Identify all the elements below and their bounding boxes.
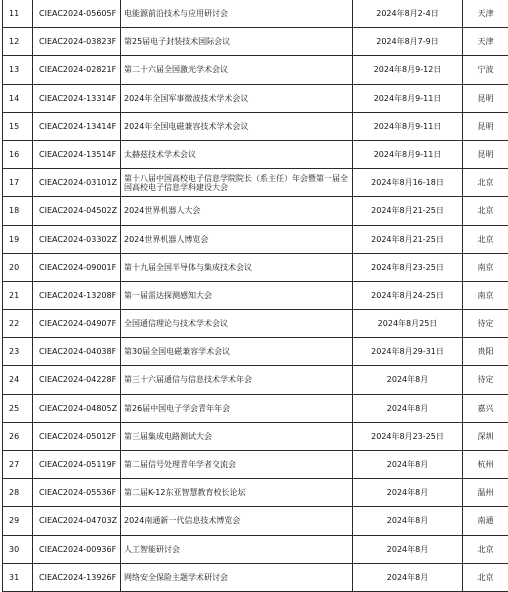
row-number: 27 xyxy=(3,451,33,479)
conference-name: 第二届K-12东亚智慧教育校长论坛 xyxy=(121,479,353,507)
row-number: 30 xyxy=(3,535,33,563)
conference-name: 第十九届全国半导体与集成技术会议 xyxy=(121,253,353,281)
conference-name: 第26届中国电子学会青年年会 xyxy=(121,394,353,422)
table-row xyxy=(3,451,508,479)
conference-code: CIEAC2024-02821F xyxy=(33,56,121,84)
conference-city: 杭州 xyxy=(463,451,508,479)
row-number: 16 xyxy=(3,140,33,168)
row-number: 17 xyxy=(3,169,33,197)
conference-name: 第30届全国电磁兼容学术会议 xyxy=(121,338,353,366)
conference-city: 待定 xyxy=(463,310,508,338)
row-number: 28 xyxy=(3,479,33,507)
conference-code: CIEAC2024-03823F xyxy=(33,28,121,56)
conference-code: CIEAC2024-13514F xyxy=(33,140,121,168)
conference-date: 2024年8月 xyxy=(353,366,463,394)
conference-date: 2024年8月29-31日 xyxy=(353,338,463,366)
conference-name: 第三届集成电路测试大会 xyxy=(121,422,353,450)
row-number: 11 xyxy=(3,0,33,28)
row-number: 20 xyxy=(3,253,33,281)
conference-name: 太赫兹技术学术会议 xyxy=(121,140,353,168)
row-number: 15 xyxy=(3,112,33,140)
conference-city: 待定 xyxy=(463,366,508,394)
table-row xyxy=(3,56,508,84)
conference-city: 天津 xyxy=(463,0,508,28)
table-row xyxy=(3,338,508,366)
conference-date: 2024年8月 xyxy=(353,451,463,479)
conference-date: 2024年8月9-11日 xyxy=(353,84,463,112)
conference-name: 第二届信号处理青年学者交流会 xyxy=(121,451,353,479)
conference-code: CIEAC2024-04703Z xyxy=(33,507,121,535)
conference-city: 南通 xyxy=(463,507,508,535)
row-number: 23 xyxy=(3,338,33,366)
conference-name: 第十八届中国高校电子信息学院院长（系主任）年会暨第一届全国高校电子信息学科建设大会 xyxy=(121,169,353,197)
conference-code: CIEAC2024-04502Z xyxy=(33,197,121,225)
table-row xyxy=(3,0,508,28)
conference-code: CIEAC2024-05536F xyxy=(33,479,121,507)
conference-code: CIEAC2024-13208F xyxy=(33,281,121,309)
table-row xyxy=(3,563,508,591)
conference-date: 2024年8月23-25日 xyxy=(353,253,463,281)
conference-name: 第三十六届通信与信息技术学术年会 xyxy=(121,366,353,394)
conference-code: CIEAC2024-05605F xyxy=(33,0,121,28)
table-row xyxy=(3,366,508,394)
row-number: 26 xyxy=(3,422,33,450)
table-row xyxy=(3,394,508,422)
conference-city: 贵阳 xyxy=(463,338,508,366)
row-number: 13 xyxy=(3,56,33,84)
conference-city: 北京 xyxy=(463,535,508,563)
row-number: 14 xyxy=(3,84,33,112)
table-row xyxy=(3,422,508,450)
row-number: 29 xyxy=(3,507,33,535)
table-row xyxy=(3,169,508,197)
conference-date: 2024年8月 xyxy=(353,507,463,535)
conference-date: 2024年8月 xyxy=(353,394,463,422)
conference-date: 2024年8月24-25日 xyxy=(353,281,463,309)
conference-city: 温州 xyxy=(463,479,508,507)
row-number: 24 xyxy=(3,366,33,394)
table-row xyxy=(3,281,508,309)
conference-city: 南京 xyxy=(463,253,508,281)
conference-date: 2024年8月 xyxy=(353,563,463,591)
conference-city: 嘉兴 xyxy=(463,394,508,422)
conference-date: 2024年8月9-12日 xyxy=(353,56,463,84)
conference-name: 2024南通新一代信息技术博览会 xyxy=(121,507,353,535)
row-number: 19 xyxy=(3,225,33,253)
conference-date: 2024年8月21-25日 xyxy=(353,197,463,225)
table-row xyxy=(3,253,508,281)
conference-city: 北京 xyxy=(463,225,508,253)
conference-code: CIEAC2024-04228F xyxy=(33,366,121,394)
conference-date: 2024年8月25日 xyxy=(353,310,463,338)
table-row xyxy=(3,507,508,535)
conference-city: 昆明 xyxy=(463,112,508,140)
conference-city: 天津 xyxy=(463,28,508,56)
conference-city: 宁波 xyxy=(463,56,508,84)
table-row xyxy=(3,535,508,563)
conference-city: 昆明 xyxy=(463,84,508,112)
table-row xyxy=(3,479,508,507)
table-row xyxy=(3,28,508,56)
conference-code: CIEAC2024-05119F xyxy=(33,451,121,479)
conference-city: 北京 xyxy=(463,197,508,225)
conference-city: 北京 xyxy=(463,169,508,197)
conference-code: CIEAC2024-03101Z xyxy=(33,169,121,197)
conference-date: 2024年8月 xyxy=(353,535,463,563)
conference-date: 2024年8月23-25日 xyxy=(353,422,463,450)
conference-code: CIEAC2024-09001F xyxy=(33,253,121,281)
conference-name: 2024年全国军事微波技术学术会议 xyxy=(121,84,353,112)
table-body xyxy=(3,0,508,591)
table-row xyxy=(3,225,508,253)
table-row xyxy=(3,197,508,225)
conference-code: CIEAC2024-04038F xyxy=(33,338,121,366)
conference-code: CIEAC2024-04805Z xyxy=(33,394,121,422)
conference-code: CIEAC2024-13414F xyxy=(33,112,121,140)
conference-date: 2024年8月7-9日 xyxy=(353,28,463,56)
row-number: 22 xyxy=(3,310,33,338)
conference-code: CIEAC2024-00936F xyxy=(33,535,121,563)
row-number: 21 xyxy=(3,281,33,309)
conference-code: CIEAC2024-04907F xyxy=(33,310,121,338)
conference-city: 南京 xyxy=(463,281,508,309)
conference-code: CIEAC2024-05012F xyxy=(33,422,121,450)
table-row xyxy=(3,84,508,112)
table-row xyxy=(3,140,508,168)
conference-city: 深圳 xyxy=(463,422,508,450)
conference-name: 全国通信理论与技术学术会议 xyxy=(121,310,353,338)
conference-name: 网络安全保险主题学术研讨会 xyxy=(121,563,353,591)
conference-name: 人工智能研讨会 xyxy=(121,535,353,563)
conference-code: CIEAC2024-03302Z xyxy=(33,225,121,253)
row-number: 31 xyxy=(3,563,33,591)
row-number: 18 xyxy=(3,197,33,225)
conference-code: CIEAC2024-13314F xyxy=(33,84,121,112)
table-row xyxy=(3,112,508,140)
conference-name: 第一届雷达探测感知大会 xyxy=(121,281,353,309)
row-number: 25 xyxy=(3,394,33,422)
conference-date: 2024年8月16-18日 xyxy=(353,169,463,197)
conference-name: 第二十六届全国激光学术会议 xyxy=(121,56,353,84)
conference-name: 2024世界机器人博览会 xyxy=(121,225,353,253)
row-number: 12 xyxy=(3,28,33,56)
conference-name: 2024世界机器人大会 xyxy=(121,197,353,225)
conference-name: 电能源前沿技术与应用研讨会 xyxy=(121,0,353,28)
conference-name: 第25届电子封装技术国际会议 xyxy=(121,28,353,56)
conference-city: 北京 xyxy=(463,563,508,591)
table-row xyxy=(3,310,508,338)
conference-date: 2024年8月2-4日 xyxy=(353,0,463,28)
conference-table xyxy=(2,0,508,592)
conference-date: 2024年8月 xyxy=(353,479,463,507)
conference-code: CIEAC2024-13926F xyxy=(33,563,121,591)
conference-name: 2024年全国电磁兼容技术学术会议 xyxy=(121,112,353,140)
conference-date: 2024年8月9-11日 xyxy=(353,140,463,168)
conference-date: 2024年8月21-25日 xyxy=(353,225,463,253)
conference-city: 昆明 xyxy=(463,140,508,168)
conference-date: 2024年8月9-11日 xyxy=(353,112,463,140)
